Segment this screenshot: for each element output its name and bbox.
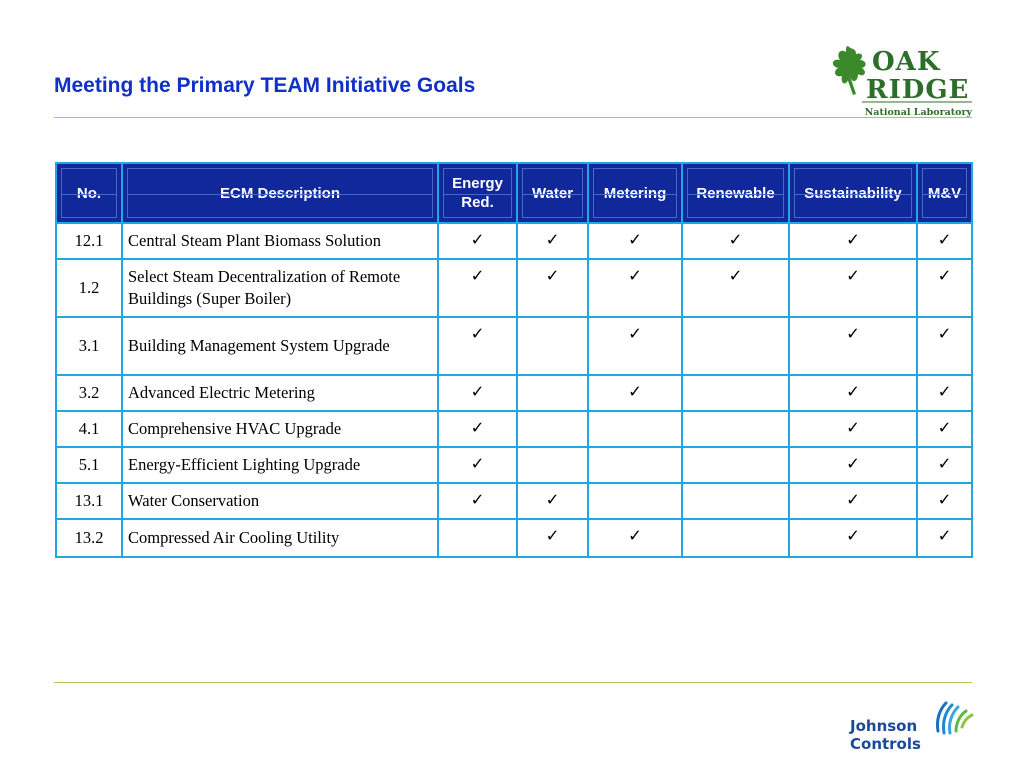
cell-metering [588,411,682,447]
cell-metering [588,317,682,375]
ecm-number: 13.2 [56,519,122,557]
ornl-line2: RIDGE [866,75,970,105]
cell-renewable [682,519,789,557]
cell-sustainability [789,411,917,447]
cell-energy-red [438,483,517,519]
table-row [56,223,972,259]
check-icon: ✓ [937,526,952,545]
ecm-description: Energy-Efficient Lighting Upgrade [122,447,438,483]
check-icon: ✓ [728,266,743,285]
check-icon: ✓ [545,266,560,285]
cell-water [517,519,588,557]
cell-renewable [682,411,789,447]
ecm-number: 13.1 [56,483,122,519]
cell-water [517,317,588,375]
check-icon: ✓ [937,418,952,437]
cell-energy-red [438,375,517,411]
table-row [56,447,972,483]
cell-m-and-v [917,519,972,557]
cell-energy-red [438,259,517,317]
cell-sustainability [789,519,917,557]
ecm-description: Water Conservation [122,483,438,519]
ecm-number: 5.1 [56,447,122,483]
cell-water [517,447,588,483]
header-ecm-description: ECM Description [122,163,438,223]
check-icon: ✓ [846,418,860,437]
check-icon: ✓ [628,526,642,545]
check-icon: ✓ [846,324,860,343]
cell-m-and-v [917,483,972,519]
table-row [56,375,972,411]
page-title: Meeting the Primary TEAM Initiative Goals [54,74,476,97]
ecm-number: 1.2 [56,259,122,317]
cell-energy-red [438,223,517,259]
cell-metering [588,483,682,519]
cell-sustainability [789,259,917,317]
check-icon: ✓ [628,230,642,249]
ecm-description: Advanced Electric Metering [122,375,438,411]
table-row [56,259,972,317]
check-icon: ✓ [545,230,560,249]
check-icon: ✓ [470,382,485,401]
check-icon: ✓ [470,266,485,285]
check-icon: ✓ [470,454,485,473]
header-no: No. [56,163,122,223]
header-sustainability: Sustainability [789,163,917,223]
check-icon: ✓ [846,230,860,249]
check-icon: ✓ [846,454,860,473]
check-icon: ✓ [728,230,743,249]
header-row [56,163,972,223]
cell-renewable [682,447,789,483]
johnson-controls-logo [846,697,976,755]
ecm-number: 3.2 [56,375,122,411]
cell-renewable [682,259,789,317]
cell-sustainability [789,375,917,411]
ecm-description: Central Steam Plant Biomass Solution [122,223,438,259]
header-m-and-v: M&V [917,163,972,223]
check-icon: ✓ [628,266,642,285]
cell-energy-red [438,447,517,483]
oak-leaf-icon [833,46,866,95]
ecm-description: Select Steam Decentralization of Remote Buildings (Super Boiler) [122,259,438,317]
cell-metering [588,519,682,557]
ecm-description: Building Management System Upgrade [122,317,438,375]
jci-line1: Johnson [850,717,918,735]
cell-sustainability [789,317,917,375]
check-icon: ✓ [937,230,952,249]
check-icon: ✓ [846,382,860,401]
check-icon: ✓ [937,454,952,473]
cell-renewable [682,483,789,519]
ecm-description: Comprehensive HVAC Upgrade [122,411,438,447]
header-metering: Metering [588,163,682,223]
table-row [56,483,972,519]
cell-renewable [682,317,789,375]
ecm-number: 3.1 [56,317,122,375]
table-row [56,519,972,557]
ecm-goals-table [55,162,973,558]
check-icon: ✓ [846,526,860,545]
ornl-line3: National Laboratory [864,107,972,118]
cell-m-and-v [917,447,972,483]
cell-m-and-v [917,259,972,317]
cell-sustainability [789,447,917,483]
check-icon: ✓ [937,266,952,285]
cell-sustainability [789,483,917,519]
check-icon: ✓ [846,490,860,509]
cell-water [517,483,588,519]
oak-ridge-logo [826,40,976,120]
check-icon: ✓ [937,490,952,509]
cell-energy-red [438,519,517,557]
check-icon: ✓ [470,490,485,509]
header-energy-red: Energy Red. [438,163,517,223]
bottom-divider [54,682,972,683]
ornl-line1: OAK [872,47,941,77]
cell-metering [588,447,682,483]
cell-water [517,259,588,317]
check-icon: ✓ [628,382,642,401]
ecm-number: 12.1 [56,223,122,259]
cell-energy-red [438,411,517,447]
cell-renewable [682,375,789,411]
ecm-description: Compressed Air Cooling Utility [122,519,438,557]
check-icon: ✓ [545,490,560,509]
cell-sustainability [789,223,917,259]
cell-metering [588,375,682,411]
jci-line2: Controls [850,735,921,753]
cell-m-and-v [917,375,972,411]
table-body [56,223,972,557]
check-icon: ✓ [846,266,860,285]
check-icon: ✓ [628,324,642,343]
cell-water [517,411,588,447]
check-icon: ✓ [470,230,485,249]
check-icon: ✓ [470,418,485,437]
cell-m-and-v [917,411,972,447]
table-row [56,317,972,375]
cell-metering [588,259,682,317]
cell-m-and-v [917,317,972,375]
check-icon: ✓ [470,324,485,343]
cell-metering [588,223,682,259]
check-icon: ✓ [545,526,560,545]
cell-water [517,375,588,411]
cell-water [517,223,588,259]
ecm-number: 4.1 [56,411,122,447]
cell-energy-red [438,317,517,375]
check-icon: ✓ [937,324,952,343]
header-renewable: Renewable [682,163,789,223]
jci-swirl-icon [937,703,972,733]
table-row [56,411,972,447]
header-water: Water [517,163,588,223]
check-icon: ✓ [937,382,952,401]
cell-renewable [682,223,789,259]
cell-m-and-v [917,223,972,259]
